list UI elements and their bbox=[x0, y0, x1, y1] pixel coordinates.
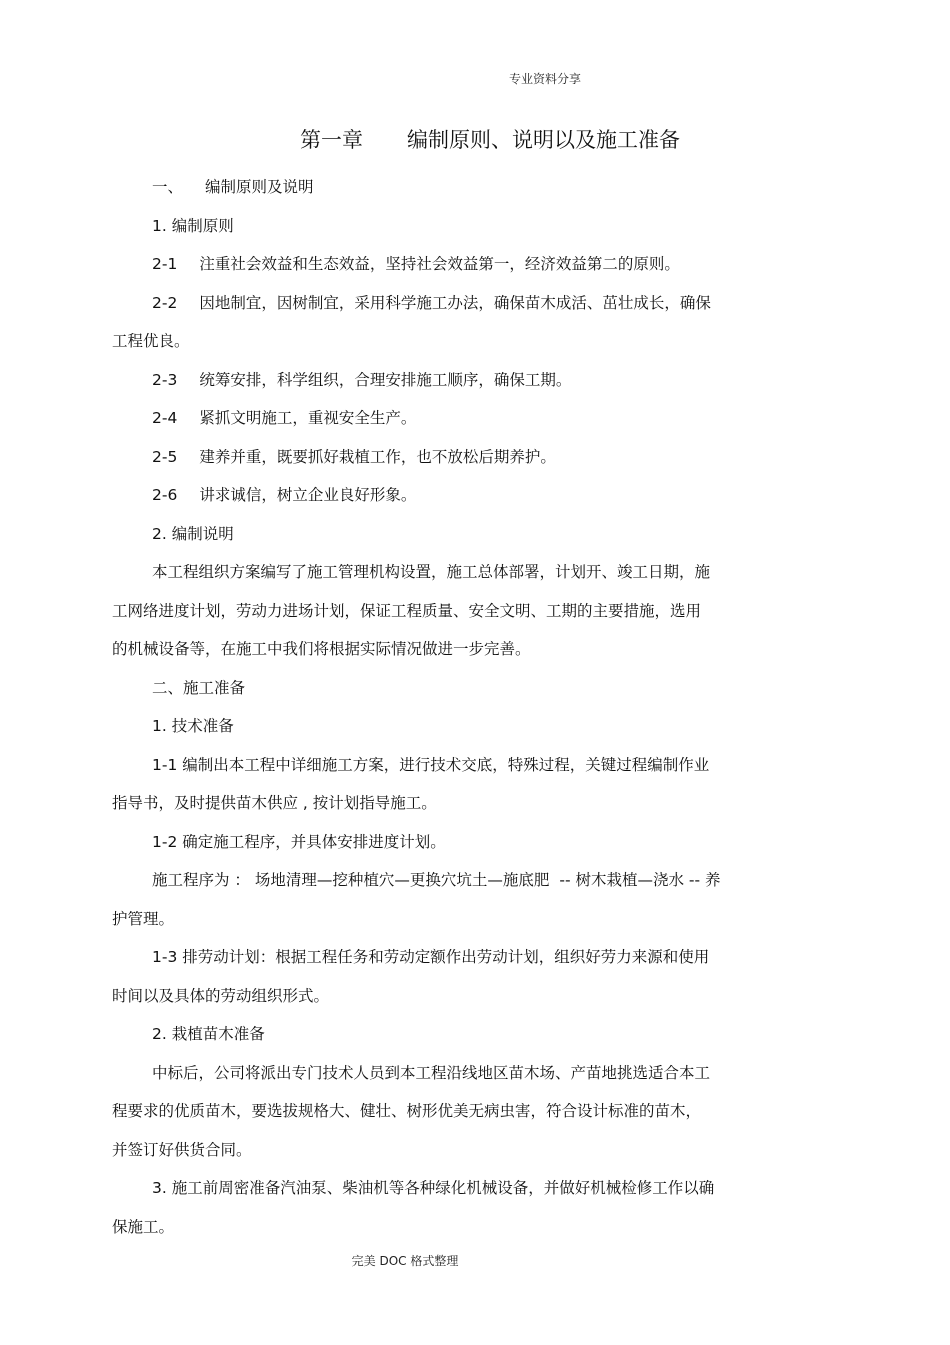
item-number: 2-6 bbox=[152, 486, 178, 504]
principle-item bbox=[112, 361, 802, 400]
paragraph-line: 并签订好供货合同。 bbox=[112, 1140, 252, 1159]
principle-item bbox=[112, 284, 802, 323]
chapter-number: 第一章 bbox=[300, 128, 363, 152]
item-text: 紧抓文明施工，重视安全生产。 bbox=[199, 409, 417, 427]
item-text: 统筹安排，科学组织，合理安排施工顺序，确保工期。 bbox=[199, 370, 572, 389]
subheading-principles: 1. 编制原则 bbox=[152, 216, 234, 235]
item-number: 2-5 bbox=[152, 447, 178, 466]
page-header: 专业资料分享 bbox=[508, 72, 581, 86]
principle-item bbox=[112, 399, 802, 438]
sequence-part: 施工程序为 ： 场地清理—挖种植穴—更换穴坑土—施底肥 bbox=[152, 871, 550, 889]
principle-item bbox=[112, 438, 802, 477]
principle-item bbox=[112, 245, 802, 284]
item-text: 注重社会效益和生态效益，坚持社会效益第一，经济效益第二的原则。 bbox=[199, 255, 680, 273]
paragraph-line: 工网络进度计划，劳动力进场计划，保证工程质量、安全文明、工期的主要措施，选用 bbox=[112, 601, 702, 620]
subheading-explanation: 2. 编制说明 bbox=[152, 524, 234, 543]
item-text: 讲求诚信，树立企业良好形象。 bbox=[199, 486, 417, 504]
sequence-part: -- 树木栽植—浇水 -- 养 bbox=[559, 871, 721, 889]
paragraph-line: 本工程组织方案编写了施工管理机构设置，施工总体部署，计划开、竣工日期，施 bbox=[152, 563, 711, 581]
paragraph-line: 中标后，公司将派出专门技术人员到本工程沿线地区苗木场、产苗地挑选适合本工 bbox=[152, 1063, 711, 1082]
item-number: 2-3 bbox=[152, 370, 178, 389]
item-text: 建养并重，既要抓好栽植工作，也不放松后期养护。 bbox=[199, 447, 556, 466]
chapter-title bbox=[0, 124, 950, 154]
item-number: 2-1 bbox=[152, 255, 178, 273]
paragraph-line: 护管理。 bbox=[112, 909, 175, 928]
paragraph-line: 1-3 排劳动计划：根据工程任务和劳动定额作出劳动计划，组织好劳力来源和使用 bbox=[152, 948, 710, 966]
paragraph-line: 程要求的优质苗木，要选拔规格大、健壮、树形优美无病虫害，符合设计标准的苗木， bbox=[112, 1102, 702, 1120]
item-text: 因地制宜，因树制宜，采用科学施工办法，确保苗木成活、茁壮成长，确保 bbox=[199, 293, 711, 312]
principle-item-continuation: 工程优良。 bbox=[112, 332, 190, 350]
paragraph-line: 时间以及具体的劳动组织形式。 bbox=[112, 986, 330, 1005]
item-number: 2-4 bbox=[152, 409, 178, 427]
page-footer: 完美 DOC 格式整理 bbox=[351, 1254, 459, 1268]
principle-item bbox=[112, 476, 802, 515]
section-heading-1 bbox=[112, 168, 802, 207]
document-body bbox=[112, 168, 802, 1246]
paragraph-line: 的机械设备等，在施工中我们将根据实际情况做进一步完善。 bbox=[112, 640, 531, 658]
chapter-title-text: 编制原则、说明以及施工准备 bbox=[407, 128, 680, 152]
section-title: 编制原则及说明 bbox=[205, 178, 314, 196]
paragraph-line: 1-1 编制出本工程中详细施工方案，进行技术交底，特殊过程，关键过程编制作业 bbox=[152, 755, 710, 774]
section-number: 一、 bbox=[152, 178, 184, 196]
subheading-planting: 2. 栽植苗木准备 bbox=[152, 1025, 265, 1043]
section-heading-2: 二、施工准备 bbox=[152, 678, 246, 697]
paragraph-line: 保施工。 bbox=[112, 1217, 175, 1236]
subheading-tech-prep: 1. 技术准备 bbox=[152, 717, 234, 735]
paragraph-line: 3. 施工前周密准备汽油泵、柴油机等各种绿化机械设备，并做好机械检修工作以确 bbox=[152, 1179, 715, 1197]
paragraph-line: 1-2 确定施工程序，并具体安排进度计划。 bbox=[152, 832, 446, 851]
item-number: 2-2 bbox=[152, 293, 178, 312]
construction-sequence bbox=[112, 861, 802, 900]
paragraph-line: 指导书，及时提供苗木供应 , 按计划指导施工。 bbox=[112, 794, 437, 812]
